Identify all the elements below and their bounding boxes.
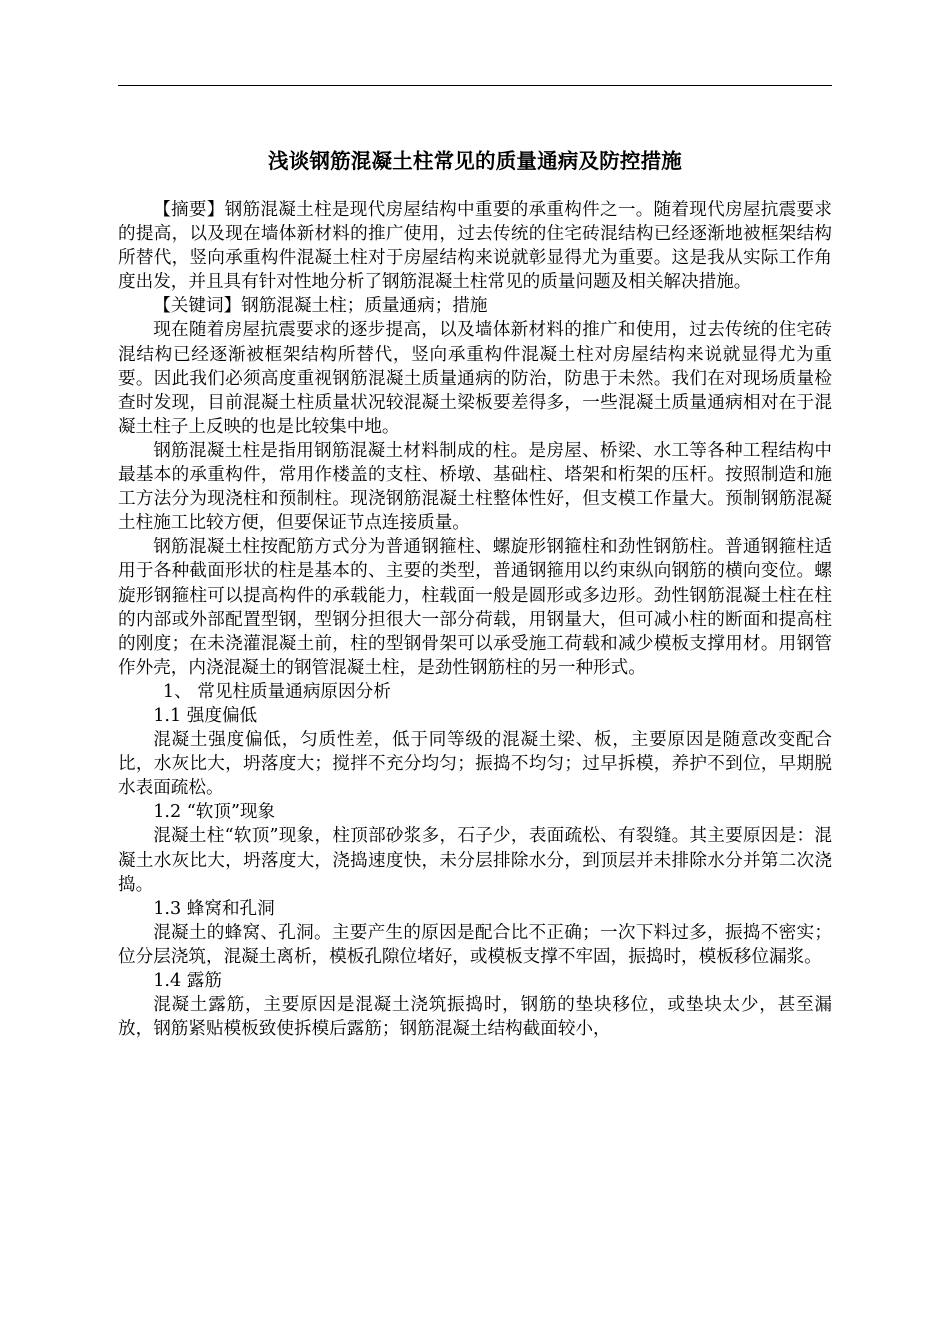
body-paragraph: 现在随着房屋抗震要求的逐步提高，以及墙体新材料的推广和使用，过去传统的住宅砖混结构已经逐渐被框架结构所替代，竖向承重构件混凝土柱对房屋结构来说就显得尤为重要。因此我们必须高度重视钢筋混凝土质量通病的防治，防患于未然。我们在对现场质量检查时发现，目前混凝土柱质量状况较混凝土梁板要差得多，一些混凝土质量通病相对在于混凝土柱子上反映的也是比较集中地。 <box>118 320 832 437</box>
keywords-paragraph: 【关键词】钢筋混凝土柱；质量通病；措施 <box>153 296 488 317</box>
subsection-heading: 1.2 “软顶”现象 <box>153 802 276 823</box>
subsection-heading: 1.1 强度偏低 <box>153 705 258 726</box>
body-paragraph: 混凝土柱“软顶”现象，柱顶部砂浆多，石子少，表面疏松、有裂缝。其主要原因是：混凝土水灰比大，坍落度大，浇捣速度快，未分层排除水分，到顶层并未排除水分并第二次浇捣。 <box>118 826 832 895</box>
header-rule <box>118 85 832 86</box>
document-title: 浅谈钢筋混凝土柱常见的质量通病及防控措施 <box>268 149 682 173</box>
subsection-heading: 1.3 蜂窝和孔洞 <box>153 898 275 919</box>
abstract-paragraph: 【摘要】钢筋混凝土柱是现代房屋结构中重要的承重构件之一。随着现代房屋抗震要求的提高，以及现在墙体新材料的推广使用，过去传统的住宅砖混结构已经逐渐地被框架结构所替代，竖向承重构件混凝土柱对于房屋结构来说就彰显得尤为重要。这是我从实际工作角度出发，并且具有针对性地分析了钢筋混凝土柱常见的质量问题及相关解决措施。 <box>118 200 832 293</box>
body-paragraph: 混凝土的蜂窝、孔洞。主要产生的原因是配合比不正确；一次下料过多，振捣不密实；位分层浇筑，混凝土离析，模板孔隙位堵好，或模板支撑不牢固，振捣时，模板移位漏浆。 <box>118 922 832 967</box>
document-body <box>118 198 832 1041</box>
body-paragraph: 混凝土露筋，主要原因是混凝土浇筑振捣时，钢筋的垫块移位，或垫块太少，甚至漏放，钢筋紧贴模板致使拆模后露筋；钢筋混凝土结构截面较小， <box>118 995 832 1040</box>
body-paragraph: 钢筋混凝土柱是指用钢筋混凝土材料制成的柱。是房屋、桥梁、水工等各种工程结构中最基本的承重构件，常用作楼盖的支柱、桥墩、基础柱、塔架和桁架的压杆。按照制造和施工方法分为现浇柱和预制柱。现浇钢筋混凝土柱整体性好，但支模工作量大。预制钢筋混凝土柱施工比较方便，但要保证节点连接质量。 <box>118 440 832 534</box>
subsection-heading: 1.4 露筋 <box>153 971 222 991</box>
section-heading: 1、 常见柱质量通病原因分析 <box>162 681 391 702</box>
body-paragraph: 钢筋混凝土柱按配筋方式分为普通钢箍柱、螺旋形钢箍柱和劲性钢筋柱。普通钢箍柱适用于各种截面形状的柱是基本的、主要的类型，普通钢箍用以约束纵向钢筋的横向变位。螺旋形钢箍柱可以提高构件的承载能力，柱载面一般是圆形或多边形。劲性钢筋混凝土柱在柱的内部或外部配置型钢，型钢分担很大一部分荷载，用钢量大，但可减小柱的断面和提高柱的刚度；在未浇灌混凝土前，柱的型钢骨架可以承受施工荷载和减少模板支撑用材。用钢管作外壳，内浇混凝土的钢管混凝土柱，是劲性钢筋柱的另一种形式。 <box>118 537 832 678</box>
body-paragraph: 混凝土强度偏低，匀质性差，低于同等级的混凝土梁、板，主要原因是随意改变配合比，水灰比大，坍落度大；搅拌不充分均匀；振捣不均匀；过早拆模，养护不到位，早期脱水表面疏松。 <box>118 730 832 799</box>
